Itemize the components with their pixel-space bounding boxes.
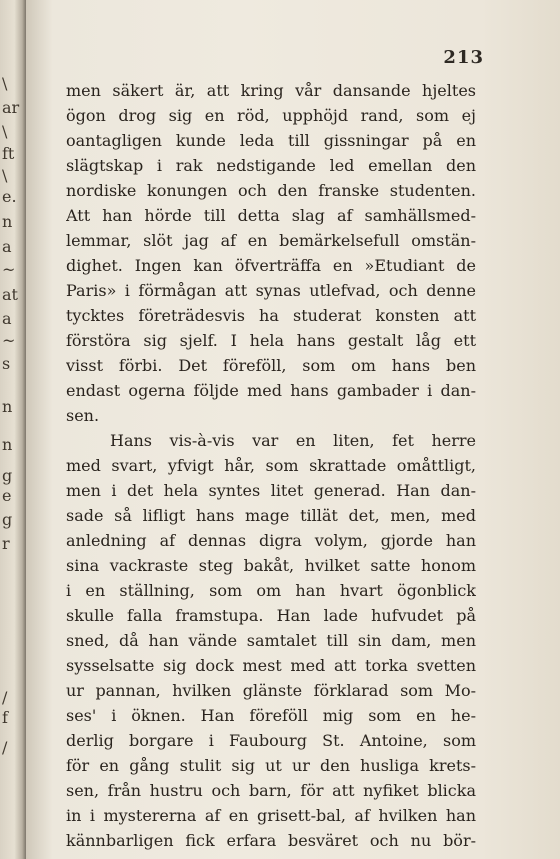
text-line: men i det hela syntes litet generad. Han dan- xyxy=(66,481,476,500)
facing-fragment: n xyxy=(2,397,13,416)
facing-fragment: a xyxy=(2,237,12,256)
facing-fragment: g xyxy=(2,510,13,529)
facing-fragment: ft xyxy=(2,144,15,163)
text-line: sen. xyxy=(66,406,100,425)
facing-fragment: n xyxy=(2,435,13,454)
facing-fragment: ~ xyxy=(2,260,16,279)
text-line: i en ställning, som om han hvart ögonblick xyxy=(66,581,476,600)
text-line: visst förbi. Det föreföll, som om hans ben xyxy=(66,356,476,375)
text-line: förstöra sig sjelf. I hela hans gestalt låg ett xyxy=(66,331,476,350)
text-line: lemmar, slöt jag af en bemärkelsefull omstän- xyxy=(66,231,476,250)
text-line: sysselsatte sig dock mest med att torka svetten xyxy=(66,656,476,675)
text-line: men säkert är, att kring vår dansande hjeltes xyxy=(66,81,476,100)
body-text xyxy=(66,78,476,853)
page-number: 213 xyxy=(443,47,484,68)
text-line: sade så lifligt hans mage tillät det, men, med xyxy=(66,506,476,525)
facing-fragment: / xyxy=(2,688,8,707)
text-line: ur pannan, hvilken glänste förklarad som Mo- xyxy=(66,681,476,700)
text-line: in i mystererna af en grisett-bal, af hvilken han xyxy=(66,806,476,825)
facing-fragment: e xyxy=(2,486,12,505)
text-line: sen, från hustru och barn, för att nyfiket blicka xyxy=(66,781,476,800)
text-line: dighet. Ingen kan öfverträffa en »Etudiant de xyxy=(66,256,476,275)
text-line: Hans vis-à-vis var en liten, fet herre xyxy=(110,431,476,450)
text-line: oantagligen kunde leda till gissningar på en xyxy=(66,131,476,150)
facing-fragment: e. xyxy=(2,187,17,206)
text-line: tycktes företrädesvis ha studerat konsten att xyxy=(66,306,476,325)
text-line: skulle falla framstupa. Han lade hufvudet på xyxy=(66,606,476,625)
facing-fragment: / xyxy=(2,738,8,757)
facing-fragment: s xyxy=(2,354,11,373)
text-line: Paris» i förmågan att synas utlefvad, och denne xyxy=(66,281,476,300)
text-line: kännbarligen fick erfara besväret och nu bör- xyxy=(66,831,476,850)
facing-fragment: g xyxy=(2,466,13,485)
text-line: derlig borgare i Faubourg St. Antoine, som xyxy=(66,731,476,750)
facing-fragment: n xyxy=(2,212,13,231)
facing-fragment: a xyxy=(2,309,12,328)
facing-fragment: \ xyxy=(2,74,8,93)
book-page xyxy=(26,0,560,859)
facing-fragment: f xyxy=(2,708,8,727)
text-line: endast ogerna följde med hans gambader i dan- xyxy=(66,381,476,400)
text-line: för en gång stulit sig ut ur den husliga krets- xyxy=(66,756,476,775)
facing-fragment: \ xyxy=(2,122,8,141)
text-line: slägtskap i rak nedstigande led emellan den xyxy=(66,156,476,175)
text-line: med svart, yfvigt hår, som skrattade omåttligt, xyxy=(66,456,476,475)
facing-page-edge xyxy=(0,0,22,859)
text-line: Att han hörde till detta slag af samhällsmed- xyxy=(66,206,476,225)
facing-fragment: ~ xyxy=(2,331,16,350)
text-line: sina vackraste steg bakåt, hvilket satte honom xyxy=(66,556,476,575)
facing-fragment: ar xyxy=(2,98,20,117)
text-line: sned, då han vände samtalet till sin dam, men xyxy=(66,631,476,650)
text-line: ses' i öknen. Han föreföll mig som en he- xyxy=(66,706,476,725)
text-line: ögon drog sig en röd, upphöjd rand, som ej xyxy=(66,106,476,125)
facing-fragment: at xyxy=(2,285,18,304)
facing-fragment: r xyxy=(2,534,10,553)
facing-fragment: \ xyxy=(2,166,8,185)
text-line: nordiske konungen och den franske studenten. xyxy=(66,181,476,200)
text-line: anledning af dennas digra volym, gjorde han xyxy=(66,531,476,550)
